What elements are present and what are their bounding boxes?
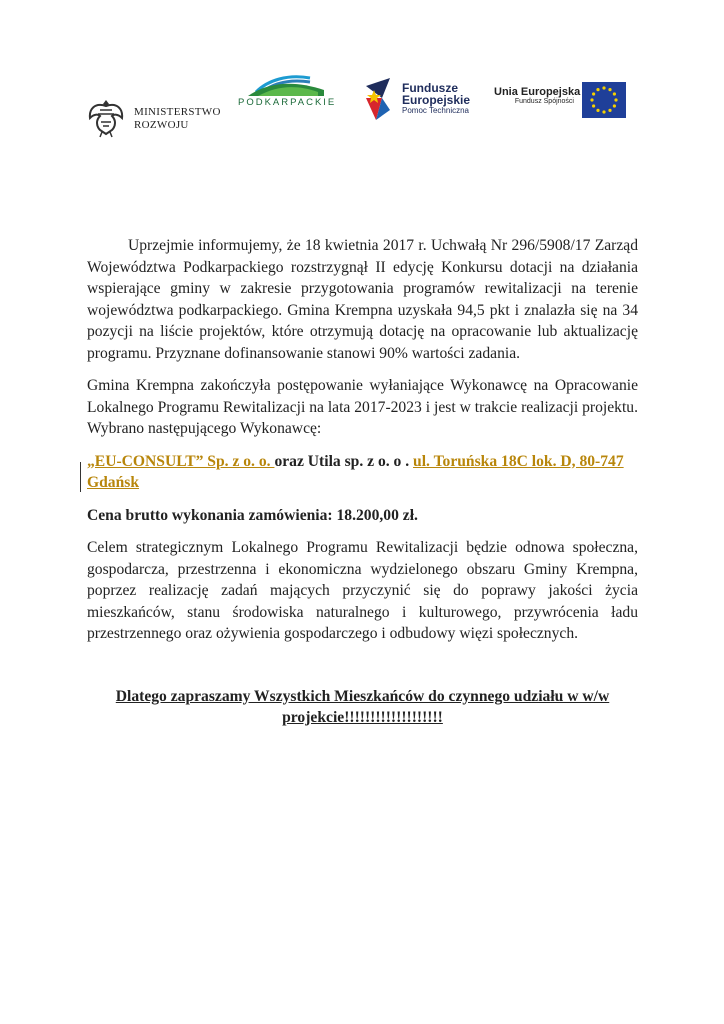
- eu-flag-icon: [582, 82, 626, 118]
- paragraph-strategic-goal: Celem strategicznym Lokalnego Programu Rewitalizacji będzie odnowa społeczna, gospodarcza, przestrzenna i ekonomiczna wydzielonego obszaru Gminy Krempna, poprzez realizację zadań mających przyczynić się do poprawy jakości życia mieszkańców, stanu środowiska naturalnego i kulturowego, przywrócenia ładu przestrzennego oraz ożywienia gospodarczego i odbudowy więzi społecznych.: [87, 539, 638, 642]
- star-flag-icon: [360, 76, 396, 122]
- margin-marker: [80, 462, 81, 492]
- funds-name-line1: Fundusze: [402, 81, 458, 95]
- contractor-address: ul. Toruńska 18C lok. D, 80-747 Gdańsk: [87, 452, 624, 491]
- funds-name-line2: Europejskie: [402, 93, 471, 107]
- document-body: [87, 235, 638, 729]
- paragraph-contractor-selection: Gmina Krempna zakończyła postępowanie wyłaniające Wykonawcę na Opracowanie Lokalnego Programu Rewitalizacji na lata 2017-2023 i jest w trakcie realizacji projektu. Wybrano następującego Wykonawcę:: [87, 377, 638, 437]
- ministry-name-line1: MINISTERSTWO: [134, 106, 221, 118]
- paragraph-grant-info: Uprzejmie informujemy, że 18 kwietnia 2017 r. Uchwałą Nr 296/5908/17 Zarząd Województwa Podkarpackiego rozstrzygnął II edycję Konkursu dotacji na działania wspierające gminy w zakresie przygotowania programów rewitalizacji na terenie województwa podkarpackiego. Gmina Krempna uzyskała 94,5 pkt i znalazła się na 34 pozycji na liście projektów, które otrzymują dotację na opracowanie lub aktualizację programu. Przyznane dofinansowanie stanowi 90% wartości zadania.: [87, 237, 638, 362]
- eu-subtitle: Fundusz Spójności: [514, 98, 574, 105]
- eagle-emblem-icon: [86, 96, 126, 138]
- contractor-name: „EU-CONSULT” Sp. z o. o.: [87, 452, 275, 470]
- eu-title: Unia Europejska: [494, 86, 581, 98]
- funds-subtitle: Pomoc Techniczna: [402, 106, 469, 115]
- contractor-partner: oraz Utila sp. z o. o .: [274, 452, 414, 470]
- podkarpackie-wordmark: PODKARPACKIE: [238, 97, 337, 108]
- logo-bar: [0, 70, 724, 140]
- paragraph-contractor: [87, 451, 638, 494]
- mountains-icon: [238, 72, 338, 96]
- ministry-name-line2: ROZWOJU: [134, 119, 189, 131]
- invitation-note: Dlatego zapraszamy Wszystkich Mieszkańców do czynnego udziału w w/w projekcie!!!!!!!!!!!!!!!!!!!: [115, 687, 610, 726]
- price-line: Cena brutto wykonania zamówienia: 18.200,00 zł.: [87, 506, 418, 524]
